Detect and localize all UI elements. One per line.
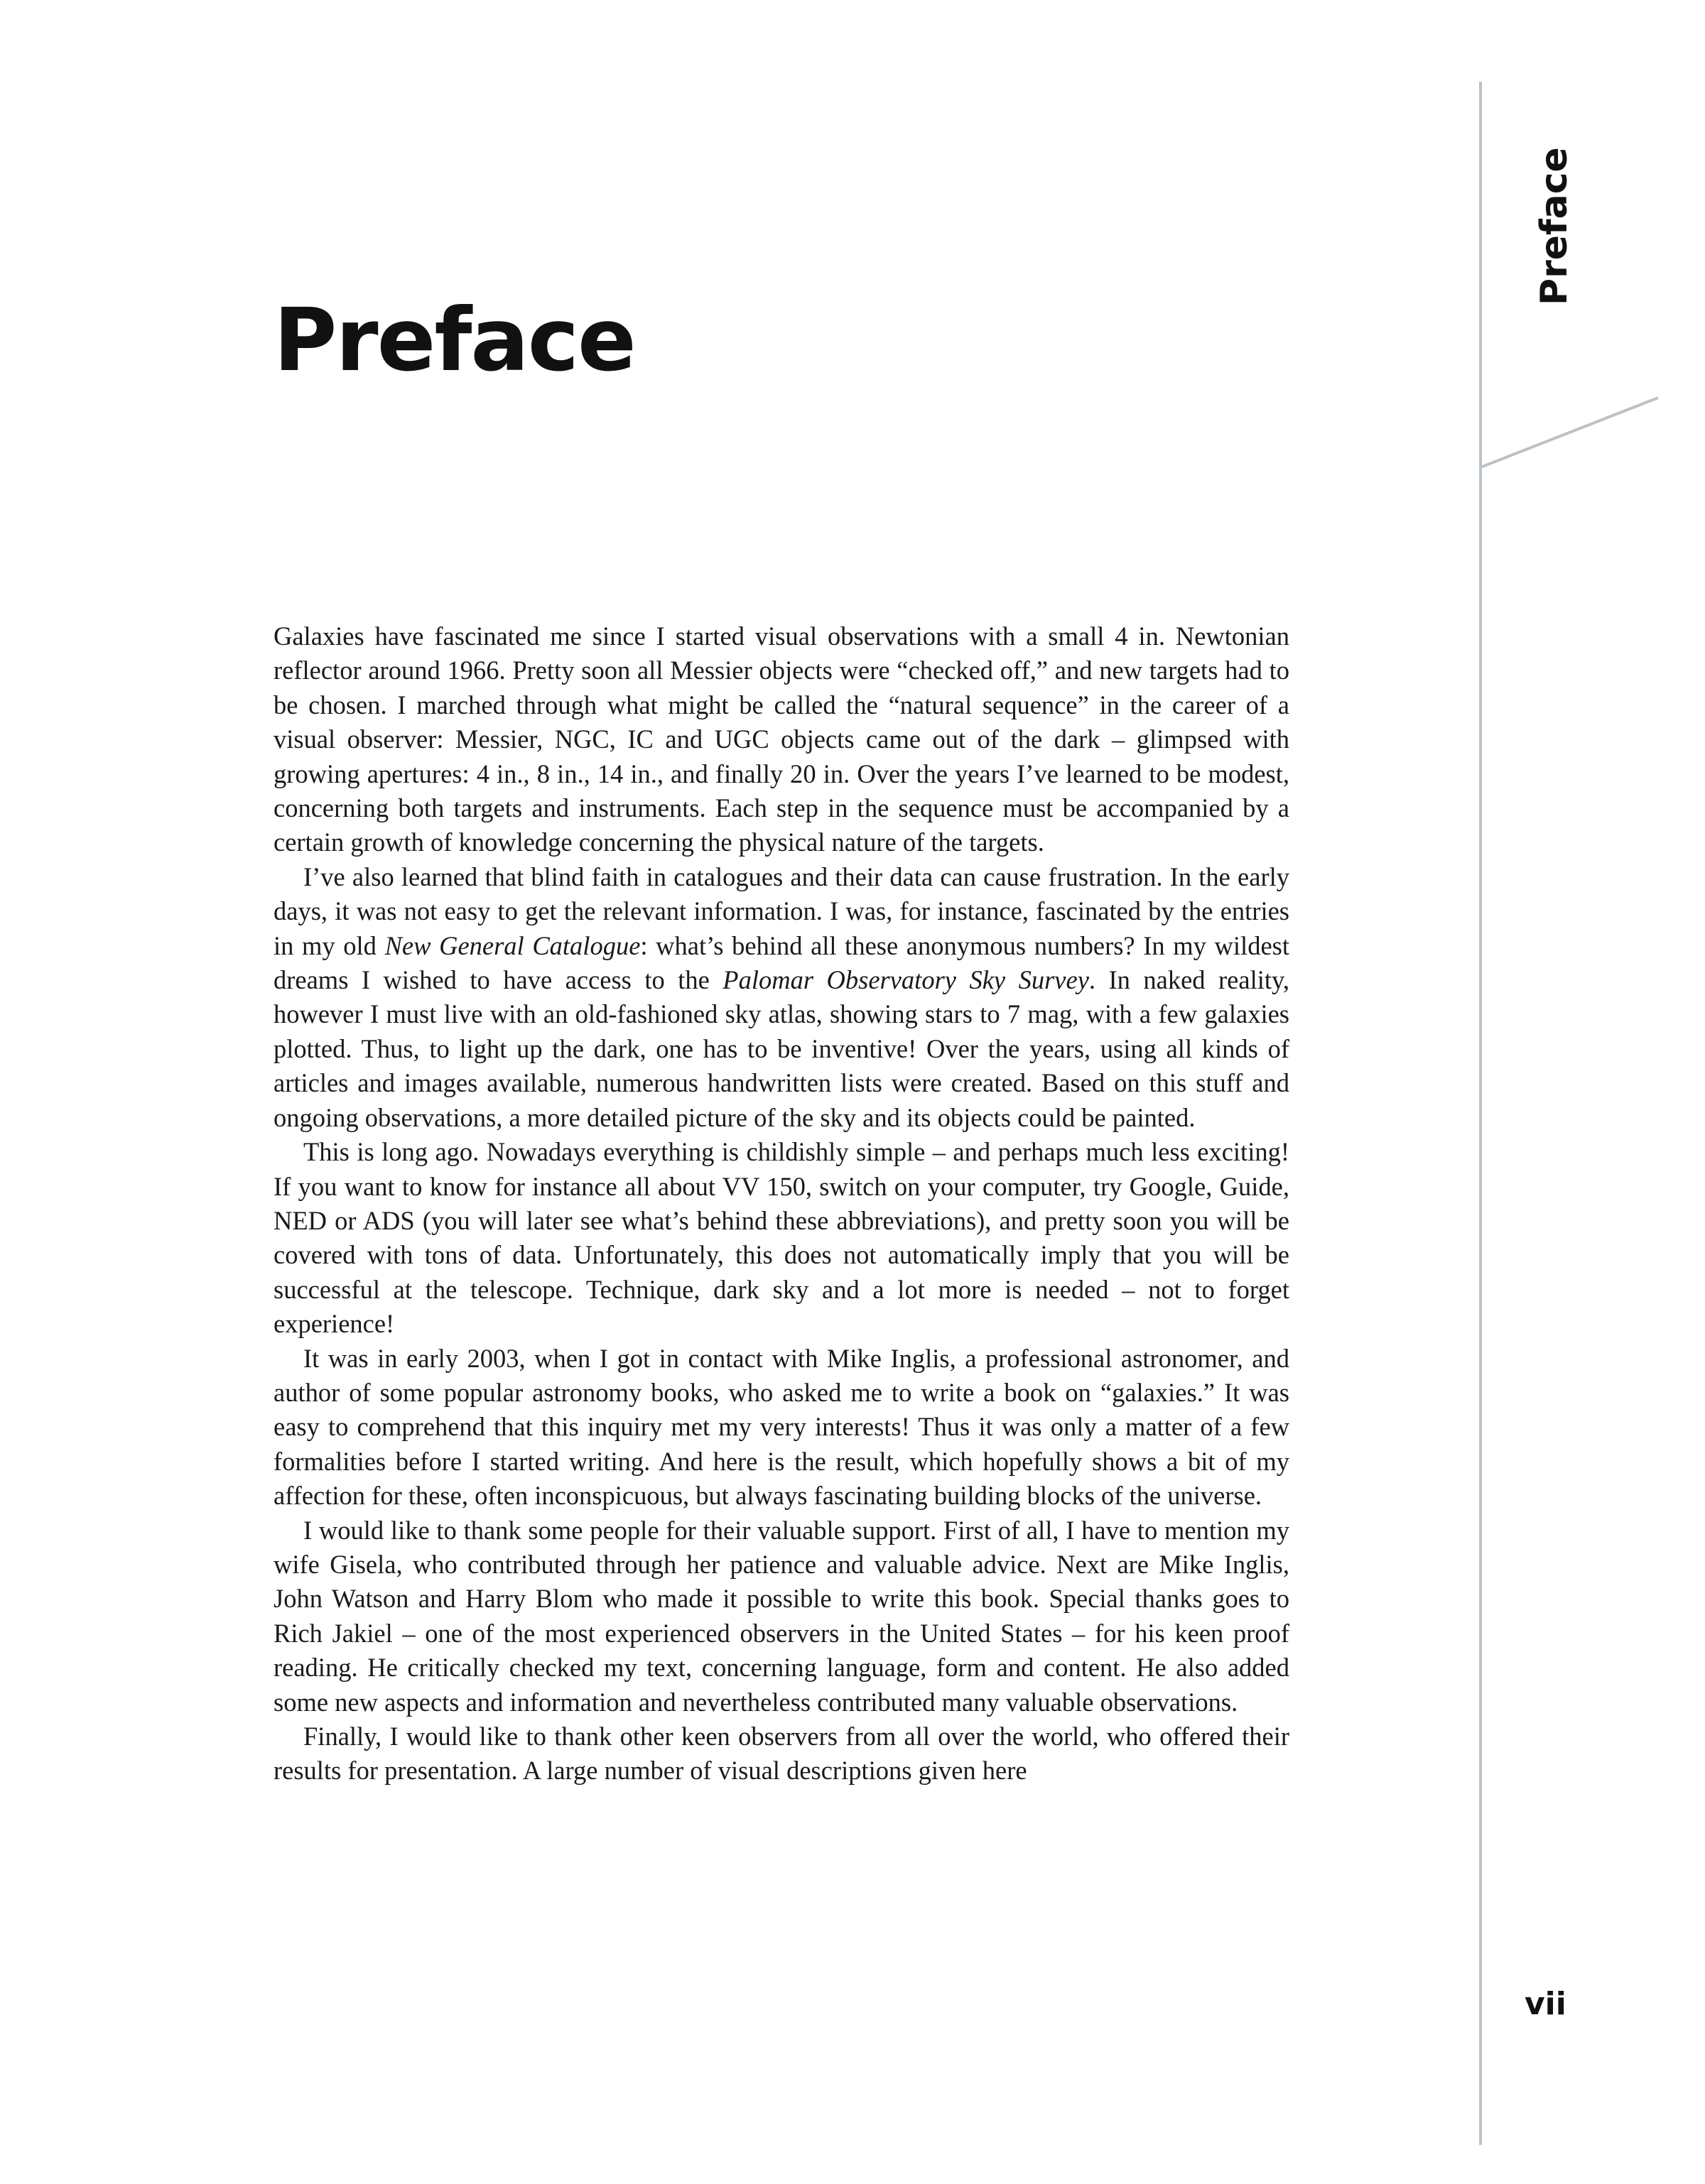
paragraph-2-part-b: : what’s behind all these anonymous numbers? In my wildest dreams I wished to have access to the — [274, 930, 1289, 995]
paragraph-2-part-a: I’ve also learned that blind faith in catalogues and their data can cause frustration. In the early days, it was not easy to get the relevant information. I was, for instance, fascinated by the entries in my old — [274, 862, 1289, 960]
paragraph-2-part-c: . In naked reality, however I must live with an old-fashioned sky atlas, showing stars to 7 mag, with a few galaxies plotted. Thus, to light up the dark, one has to be inventive! Over the years, using all kinds of articles and images available, numerous handwritten lists were created. Based on this stuff and ongoing observations, a more detailed picture of the sky and its objects could be painted. — [274, 965, 1289, 1132]
new-general-catalogue-title: New General Catalogue — [384, 930, 641, 960]
paragraph-4: It was in early 2003, when I got in contact with Mike Inglis, a professional astronomer, and author of some popular astronomy books, who asked me to write a book on “galaxies.” It was easy to comprehend that this inquiry met my very interests! Thus it was only a matter of a few formalities before I started writing. And here is the result, which hopefully shows a bit of my affection for these, often inconspicuous, but always fascinating building blocks of the universe. — [274, 1343, 1289, 1511]
paragraph-5: I would like to thank some people for their valuable support. First of all, I have to mention my wife Gisela, who contributed through her patience and valuable advice. Next are Mike Inglis, John Watson and Harry Blom who made it possible to write this book. Special thanks goes to Rich Jakiel – one of the most experienced observers in the United States – for his keen proof reading. He critically checked my text, concerning language, form and content. He also added some new aspects and information and nevertheless contributed many valuable observations. — [274, 1515, 1289, 1717]
page-number: vii — [1525, 1986, 1566, 2022]
running-head: Preface — [1533, 147, 1576, 305]
palomar-survey-title: Palomar Observatory Sky Survey — [722, 965, 1089, 995]
paragraph-1: Galaxies have fascinated me since I started visual observations with a small 4 in. Newtonian reflector around 1966. Pretty soon all Messier objects were “checked off,” and new targets had to be chosen. I marched through what might be called the “natural sequence” in the career of a visual observer: Messier, NGC, IC and UGC objects came out of the dark – glimpsed with growing apertures: 4 in., 8 in., 14 in., and finally 20 in. Over the years I’ve learned to be modest, concerning both targets and instruments. Each step in the sequence must be accompanied by a certain growth of knowledge concerning the physical nature of the targets. — [274, 621, 1289, 857]
page-title: Preface — [274, 290, 635, 391]
paragraph-3: This is long ago. Nowadays everything is childishly simple – and perhaps much less exciting! If you want to know for instance all about VV 150, switch on your computer, try Google, Guide, NED or ADS (you will later see what’s behind these abbreviations), and pretty soon you will be covered with tons of data. Unfortunately, this does not automatically imply that you will be successful at the telescope. Technique, dark sky and a lot more is needed – not to forget experience! — [274, 1137, 1289, 1339]
paragraph-6: Finally, I would like to thank other keen observers from all over the world, who offered their results for presentation. A large number of visual descriptions given here — [274, 1722, 1289, 1786]
